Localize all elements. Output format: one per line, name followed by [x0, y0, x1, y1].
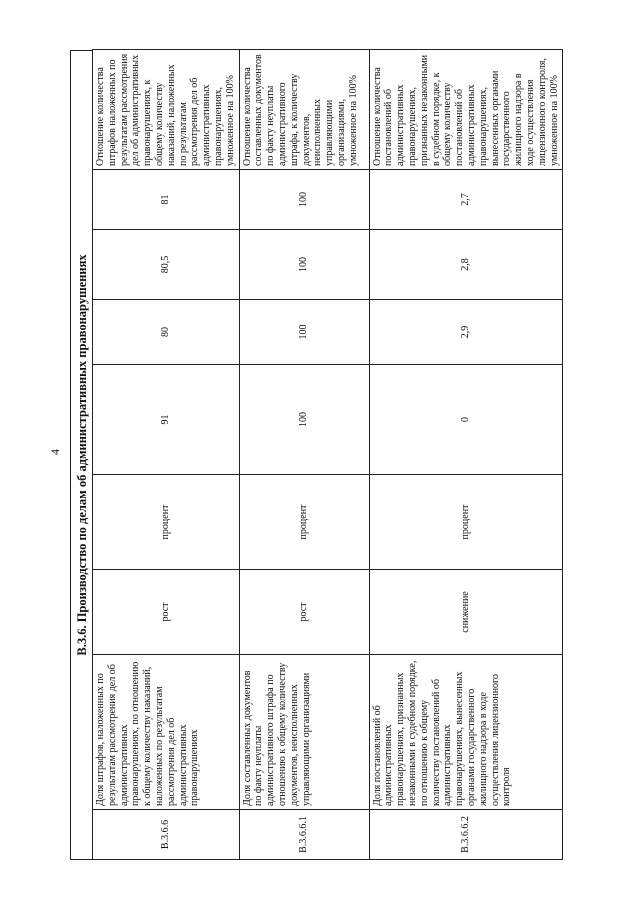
indicator-description: Доля составленных документов по факту неуплаты административного штрафа по отношению к общему количеству документов, неисполненных управляющими организациями	[239, 655, 369, 810]
indicator-code: В.3.6.6	[93, 810, 240, 860]
indicator-value: 100	[239, 300, 369, 365]
indicator-value: 100	[239, 365, 369, 475]
section-title: B.3.6. Производство по делам об административных правонарушениях	[70, 50, 92, 860]
indicator-value: 80	[93, 300, 240, 365]
indicators-table	[92, 49, 563, 860]
indicator-formula: Отношение количества штрафов наложенных по результатам рассмотрения дел об административных правонарушениях, к общему количеству наказаний, наложенных по результатам рассмотрения дел об административных правонарушениях, умноженное на 100%	[93, 50, 240, 170]
indicator-description: Доля постановлений об административных правонарушениях, признанных незаконными в судебном порядке, по отношению к общему количеству постановлений об административных правонарушениях, вынесенных органами государственного жилищного надзора в ходе осуществления лицензионного контроля	[369, 655, 563, 810]
indicator-formula: Отношение количества составленных документов по факту неуплаты административного штрафа, к количеству документов, неисполненных управляющими организациями, умноженное на 100%	[239, 50, 369, 170]
table-row	[93, 50, 240, 860]
indicator-unit: процент	[369, 475, 563, 570]
indicator-value: 2,7	[369, 170, 563, 230]
indicator-value: 100	[239, 230, 369, 300]
indicator-code: В.3.6.6.1	[239, 810, 369, 860]
indicator-unit: процент	[239, 475, 369, 570]
indicator-value: 100	[239, 170, 369, 230]
table-row	[239, 50, 369, 860]
indicator-unit: процент	[93, 475, 240, 570]
indicator-value: 2,9	[369, 300, 563, 365]
indicator-trend: рост	[239, 570, 369, 655]
indicator-value: 91	[93, 365, 240, 475]
indicator-value: 0	[369, 365, 563, 475]
page-number: 4	[48, 449, 62, 455]
indicator-value: 81	[93, 170, 240, 230]
rotated-table-page	[70, 50, 560, 860]
indicator-value: 2,8	[369, 230, 563, 300]
indicator-trend: снижение	[369, 570, 563, 655]
indicator-description: Доля штрафов, наложенных по результатам рассмотрения дел об административных правонарушениях, по отношению к общему количеству наказаний, наложенных по результатам рассмотрения дел об административных правонарушениях	[93, 655, 240, 810]
table-row	[369, 50, 563, 860]
indicator-trend: рост	[93, 570, 240, 655]
indicator-formula: Отношение количества постановлений об административных правонарушениях, признанных незаконными в судебном порядке, к общему количеству постановлений об административных правонарушениях, вынесенных органами государственного жилищного надзора в ходе осуществления лицензионного контроля, умноженное на 100%	[369, 50, 563, 170]
indicator-value: 80,5	[93, 230, 240, 300]
indicator-code: В.3.6.6.2	[369, 810, 563, 860]
